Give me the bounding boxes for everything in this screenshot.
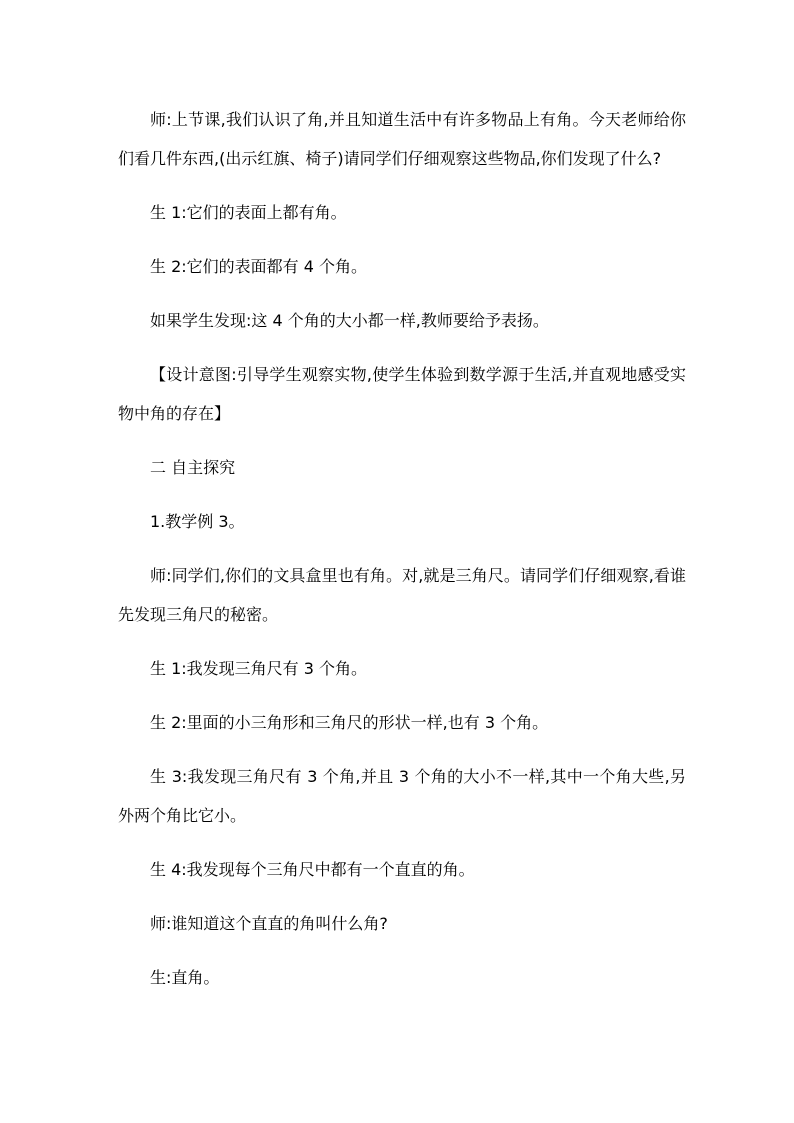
paragraph-teacher-intro: 师:上节课,我们认识了角,并且知道生活中有许多物品上有角。今天老师给你们看几件东西,(出示红旗、椅子)请同学们仔细观察这些物品,你们发现了什么?: [118, 110, 686, 168]
paragraph-student-3-finding: 生 3:我发现三角尺有 3 个角,并且 3 个角的大小不一样,其中一个角大些,另外两个角比它小。: [118, 767, 686, 825]
subsection-heading: 1.教学例 3。: [150, 512, 245, 531]
paragraph-student-2-answer: 生 2:它们的表面都有 4 个角。: [150, 257, 368, 276]
document-body: [118, 100, 686, 1012]
section-heading: 二 自主探究: [150, 458, 236, 477]
paragraph-student-1-finding: 生 1:我发现三角尺有 3 个角。: [150, 659, 368, 678]
paragraph-student-1-answer: 生 1:它们的表面上都有角。: [150, 203, 347, 222]
paragraph-teacher-note: 如果学生发现:这 4 个角的大小都一样,教师要给予表扬。: [150, 311, 549, 330]
paragraph-teacher-question: 师:同学们,你们的文具盒里也有角。对,就是三角尺。请同学们仔细观察,看谁先发现三角尺的秘密。: [118, 566, 686, 624]
paragraph-student-4-finding: 生 4:我发现每个三角尺中都有一个直直的角。: [150, 860, 475, 879]
paragraph-design-intent: 【设计意图:引导学生观察实物,使学生体验到数学源于生活,并直观地感受实物中角的存在】: [118, 365, 686, 423]
paragraph-teacher-followup: 师:谁知道这个直直的角叫什么角?: [150, 914, 388, 933]
paragraph-student-2-finding: 生 2:里面的小三角形和三角尺的形状一样,也有 3 个角。: [150, 713, 549, 732]
paragraph-student-answer: 生:直角。: [150, 968, 220, 987]
